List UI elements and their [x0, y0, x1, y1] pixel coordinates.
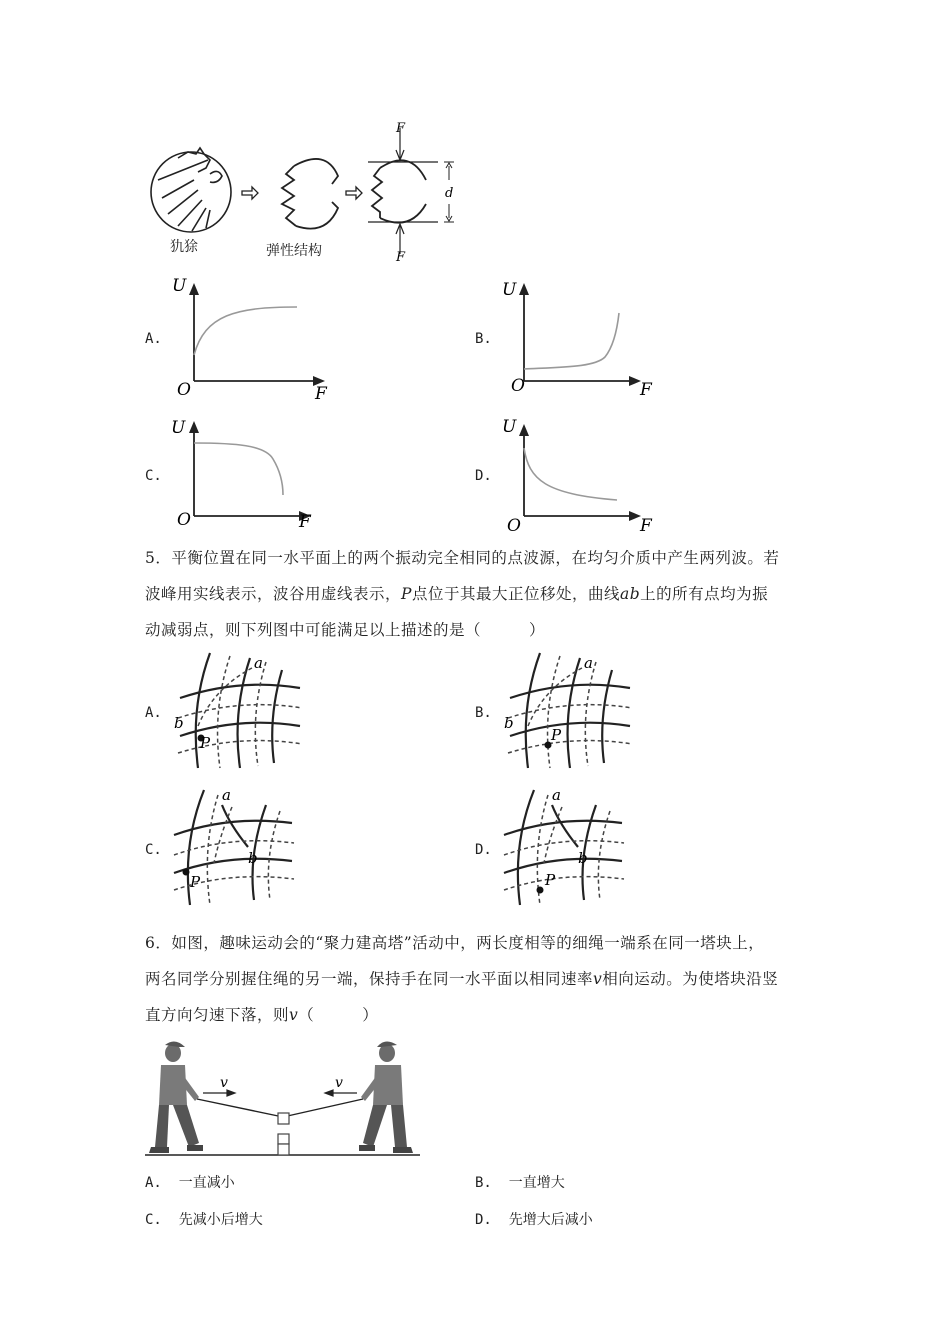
label-p: P [551, 726, 562, 744]
force-label-bottom: F [396, 250, 406, 263]
q5-wave-a [170, 648, 310, 773]
q6-option-a[interactable]: A. 一直减小 [145, 1175, 235, 1191]
label-b: b [248, 849, 258, 867]
tower-game-figure [145, 1035, 425, 1160]
question-5 [145, 540, 815, 648]
q4-graph-b [495, 275, 670, 400]
hanging-block [278, 1113, 289, 1124]
axis-origin: O [511, 376, 525, 396]
velocity-label-left: v [220, 1075, 228, 1091]
velocity-label-right: v [335, 1075, 343, 1091]
label-a: a [254, 654, 263, 672]
q5-option-d-letter: D. [475, 842, 492, 858]
right-student-icon [359, 1041, 413, 1153]
arrow-right-icon [346, 187, 362, 199]
tower-block-bottom [278, 1144, 289, 1155]
label-p: P [200, 734, 211, 752]
force-label-top: F [396, 121, 406, 136]
caption-structure: 弹性结构 [266, 243, 322, 259]
label-b: b [174, 714, 184, 732]
curve-d [524, 448, 617, 500]
label-a: a [584, 654, 593, 672]
q5-option-a-letter: A. [145, 705, 162, 721]
elastic-structure-icon [282, 159, 338, 229]
label-a: a [552, 786, 561, 804]
axis-f: F [315, 384, 327, 400]
q6-line-3: 直方向匀速下落，则v（ ） [145, 1006, 379, 1024]
q6-option-d[interactable]: D. 先增大后减小 [475, 1212, 593, 1228]
curve-c [194, 443, 283, 495]
q4-option-a-letter: A. [145, 331, 162, 347]
tower-block-top [278, 1134, 289, 1144]
q5-line-3: 动减弱点，则下列图中可能满足以上描述的是（ ） [145, 621, 546, 639]
axis-f: F [640, 380, 652, 400]
q4-option-c-letter: C. [145, 468, 162, 484]
q5-option-b-letter: B. [475, 705, 492, 721]
q6-option-c[interactable]: C. 先减小后增大 [145, 1212, 263, 1228]
axis-u: U [502, 417, 517, 437]
label-b: b [504, 714, 514, 732]
axis-origin: O [507, 516, 521, 535]
distance-label: d [445, 186, 454, 201]
q5-line-2: 波峰用实线表示，波谷用虚线表示，P点位于其最大正位移处，曲线ab上的所有点均为振 [145, 585, 769, 603]
axis-f: F [299, 512, 311, 532]
compressed-structure-icon [368, 128, 454, 254]
q5-wave-d [500, 785, 630, 910]
left-student-icon [149, 1041, 203, 1153]
q5-wave-b [500, 648, 640, 773]
q4-graph-d [495, 410, 670, 535]
arrow-right-icon [242, 187, 258, 199]
label-p: P [190, 873, 201, 891]
q4-option-d-letter: D. [475, 468, 492, 484]
question-6 [145, 925, 815, 1033]
label-b: b [578, 849, 588, 867]
q4-graph-a [165, 275, 340, 400]
label-p: P [545, 871, 556, 889]
velocity-arrow-left [203, 1090, 235, 1096]
q6-option-b[interactable]: B. 一直增大 [475, 1175, 565, 1191]
curve-b [524, 313, 619, 369]
curve-a [194, 307, 297, 355]
axis-f: F [640, 516, 652, 535]
caption-animal: 犰狳 [170, 239, 198, 255]
axis-u: U [502, 280, 517, 300]
label-a: a [222, 786, 231, 804]
axis-origin: O [177, 380, 191, 400]
q5-option-c-letter: C. [145, 842, 162, 858]
axis-u: U [172, 276, 187, 296]
armadillo-icon [151, 148, 231, 232]
q5-wave-c [170, 785, 300, 910]
q4-option-b-letter: B. [475, 331, 492, 347]
q4-graph-c [165, 415, 340, 535]
axis-u: U [171, 418, 186, 438]
q5-line-1: 5．平衡位置在同一水平面上的两个振动完全相同的点波源，在均匀介质中产生两列波。若 [145, 549, 780, 567]
q6-line-2: 两名同学分别握住绳的另一端，保持手在同一水平面以相同速率v相向运动。为使塔块沿竖 [145, 970, 779, 988]
axis-origin: O [177, 510, 191, 530]
q6-line-1: 6．如图，趣味运动会的“聚力建高塔”活动中，两长度相等的细绳一端系在同一塔块上， [145, 934, 765, 952]
